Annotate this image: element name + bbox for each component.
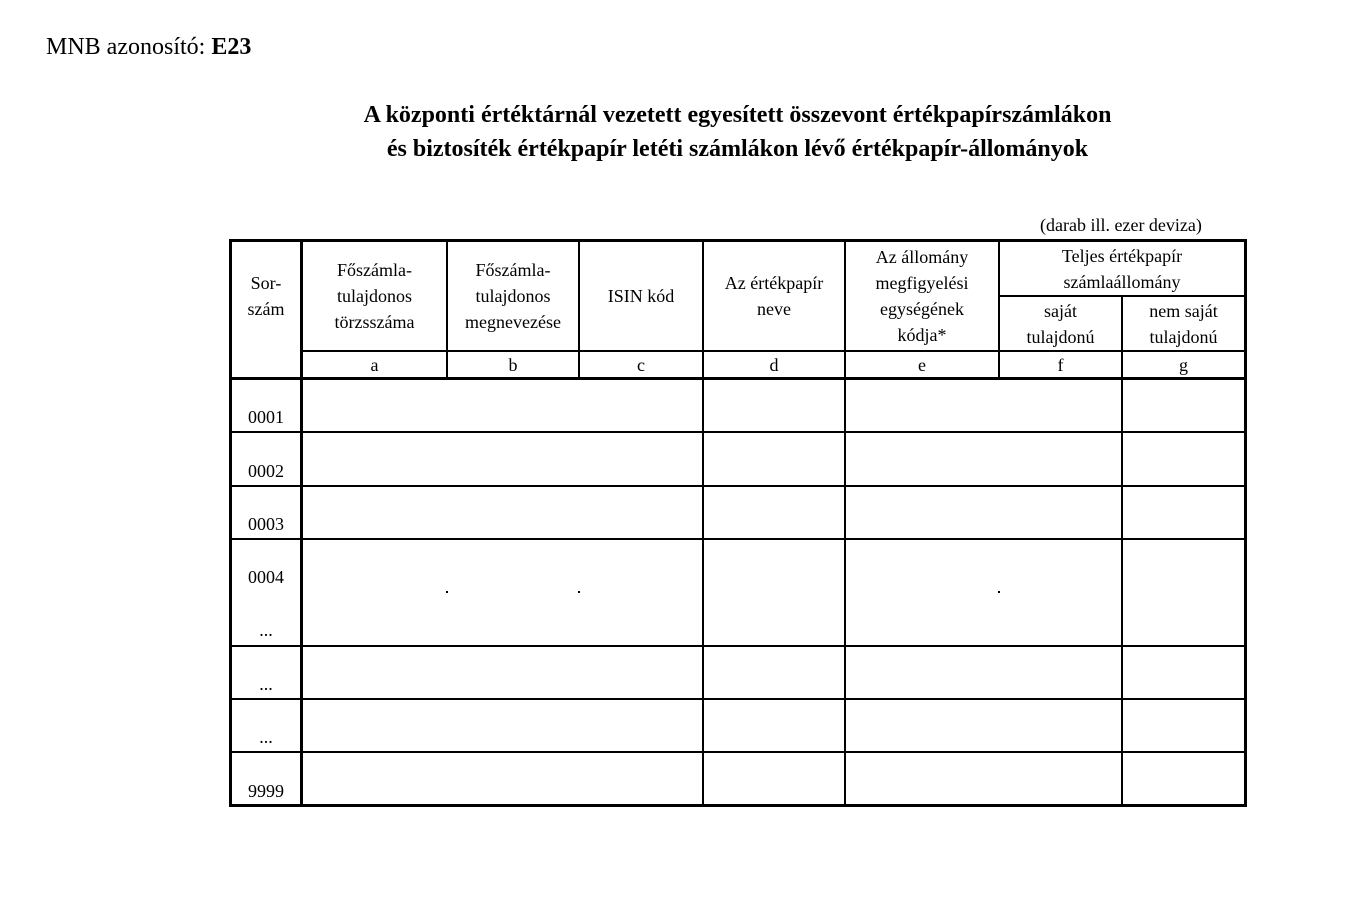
letters-row-top	[300, 350, 1246, 352]
document-title-line-2: és biztosíték értékpapír letéti számlákon lévő értékpapír-állományok	[386, 136, 1089, 162]
row-label: ...	[259, 674, 273, 694]
col-letter-g: g	[1179, 355, 1188, 375]
grid-dot	[998, 591, 1000, 593]
header-bottom-line	[229, 377, 1247, 380]
row-label: 0001	[248, 407, 284, 427]
document-title-line-1: A központi értéktárnál vezetett egyesített összevont értékpapírszámlákon	[363, 102, 1112, 128]
row-line-6	[229, 751, 1246, 753]
unit-note: (darab ill. ezer deviza)	[1040, 215, 1202, 235]
mnb-identifier-code: E23	[211, 34, 252, 60]
grid-dot	[446, 591, 448, 593]
col-letter-f: f	[1057, 355, 1064, 375]
row-label: 0002	[248, 461, 284, 481]
mnb-identifier	[46, 34, 251, 61]
row-line-4	[229, 645, 1246, 647]
table-border-right	[1244, 239, 1247, 807]
row-label: 9999	[248, 781, 284, 801]
header-col-a: Főszámla- tulajdonos törzsszáma	[334, 260, 415, 332]
header-group-fg: Teljes értékpapír számlaállomány	[1061, 245, 1183, 292]
row-label: ...	[259, 727, 273, 747]
header-col-e: Az állomány megfigyelési egységének kódja*	[875, 247, 969, 345]
col-letter-b: b	[508, 355, 518, 375]
header-col-d: Az értékpapír neve	[724, 273, 824, 319]
row-label: 0003	[248, 514, 284, 534]
grid-dot	[578, 591, 580, 593]
mnb-identifier-label: MNB azonosító:	[46, 34, 206, 60]
row-label: 0004	[248, 567, 284, 587]
col-letter-c: c	[637, 355, 645, 375]
col-letter-d: d	[769, 355, 779, 375]
header-col-f: saját tulajdonú	[1026, 300, 1095, 347]
col-letter-e: e	[918, 355, 926, 375]
col-letter-a: a	[370, 355, 379, 375]
header-col-c: ISIN kód	[607, 286, 675, 306]
row-line-1	[229, 431, 1246, 433]
row-label: ...	[259, 620, 273, 640]
row-line-2	[229, 485, 1246, 487]
row-line-3	[229, 538, 1246, 540]
header-col-b: Főszámla- tulajdonos megnevezése	[465, 260, 561, 332]
header-col-g: nem saját tulajdonú	[1149, 300, 1218, 347]
table-border-bottom	[229, 804, 1247, 807]
row-line-5	[229, 698, 1246, 700]
header-sorszam: Sor- szám	[247, 273, 285, 319]
